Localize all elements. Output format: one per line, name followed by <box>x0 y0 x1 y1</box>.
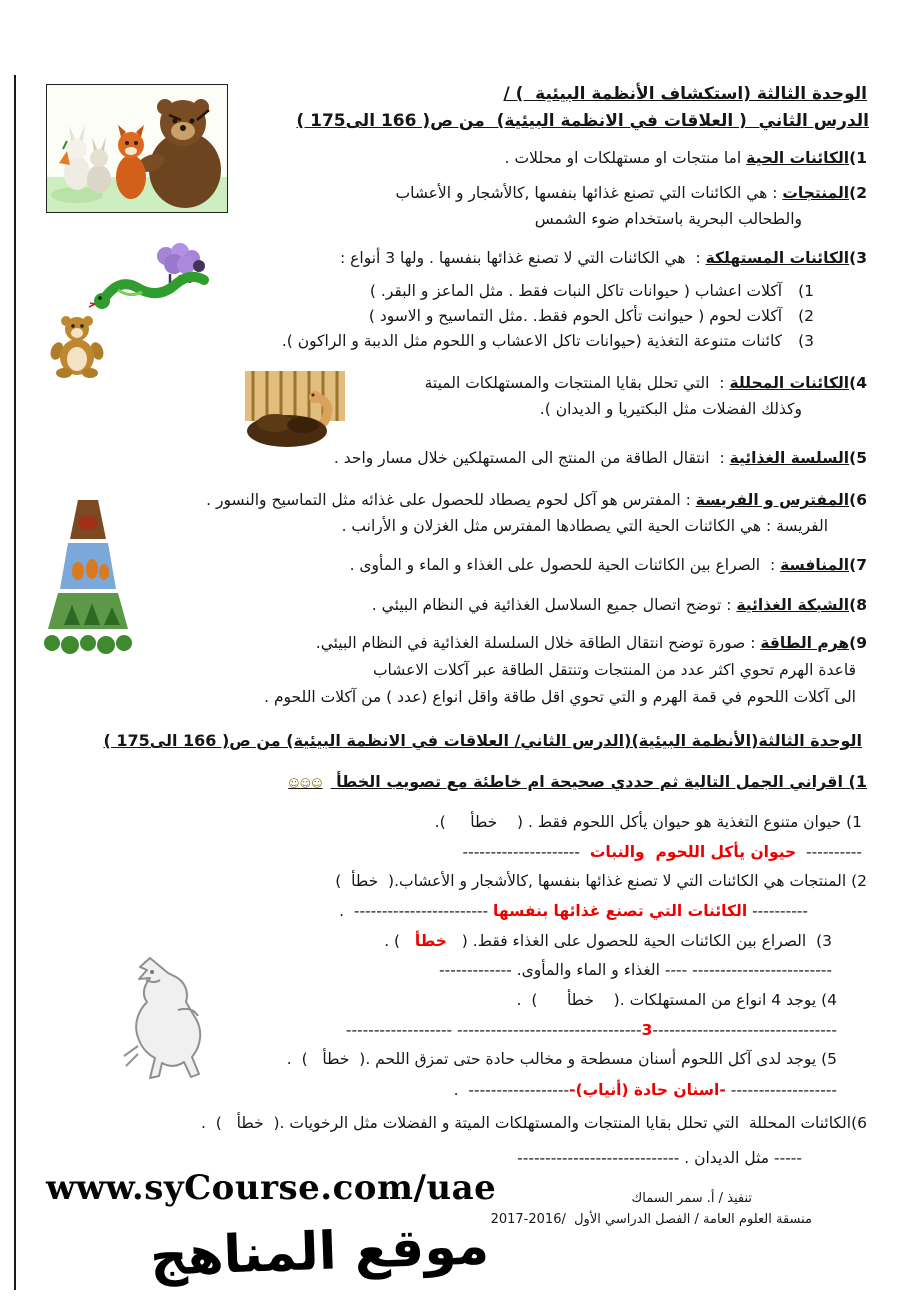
definition-8-text: : توضح اتصال جميع السلاسل الغذائية في النظام البيئي . <box>371 596 737 614</box>
q3-wrong-label: خطأ <box>414 932 447 950</box>
site-name: موقع المناهج <box>149 1216 490 1288</box>
question-4-text: يوجد 4 انواع من المستهلكات .( خطأ ) . <box>516 991 817 1009</box>
q2-dashes-right: ---------- <box>747 902 808 920</box>
definition-4-number: 4) <box>849 374 867 392</box>
definition-8 <box>372 596 867 615</box>
definition-9-line2: قاعدة الهرم تحوي اكثر عدد من المنتجات وتنتقل الطاقة عبر آكلات الاعشاب <box>372 661 856 679</box>
definition-1-text: اما منتجات او مستهلكات او محللات . <box>504 149 747 167</box>
wolf-sketch-icon <box>100 950 218 1095</box>
question-1-text: حيوان متنوع التغذية هو حيوان يأكل اللحوم فقط . ( خطأ ). <box>434 813 842 831</box>
question-5 <box>287 1050 837 1069</box>
question-6 <box>201 1114 867 1133</box>
question-2-number: 2) <box>846 872 867 890</box>
q4-dashes-right: --------------------------------- <box>652 1021 837 1039</box>
subitem-1-text: آكلات اعشاب ( حيوانات تاكل النبات فقط . مثل الماعز و البقر. ) <box>369 282 783 300</box>
definition-3 <box>340 249 867 268</box>
wolf-sketch-illustration <box>100 950 218 1095</box>
definition-8-number: 8) <box>849 596 867 614</box>
definition-9-line3: الى آكلات اللحوم في قمة الهرم و التي تحوي اقل طاقة واقل انواع (عدد ) من آكلات اللحوم . <box>264 688 856 706</box>
question-6-number: 6) <box>851 1114 867 1132</box>
definition-7-number: 7) <box>849 556 867 574</box>
definition-2-line2: والطحالب البحرية باستخدام ضوء الشمس <box>534 210 802 228</box>
definition-5 <box>334 449 867 468</box>
definition-9-number: 9) <box>849 634 867 652</box>
q3-answer: الغذاء و الماء والمأوى. <box>516 961 660 979</box>
subitem-2-text: آكلات لحوم ( حيوانت تأكل الحوم فقط. .مثل التماسيح و الاسود ) <box>368 307 783 325</box>
question-3 <box>384 932 832 951</box>
q4-answer: 3 <box>641 1021 653 1039</box>
exercise-header <box>288 772 867 792</box>
question-4-correction <box>346 1021 837 1040</box>
section2-title: الوحدة الثالثة(الأنظمة البيئية)(الدرس الثاني/ العلاقات في الانظمة البيئية) من ص( 166 الى175 ) <box>103 731 862 750</box>
question-3-text: الصراع بين الكائنات الحية للحصول على الغذاء فقط. ( <box>446 932 807 950</box>
question-2-correction <box>339 902 808 921</box>
subitem-3-text: كائنات متنوعة التغذية (حيوانات تاكل الاعشاب و اللحوم مثل الدببة و الراكون ). <box>281 332 783 350</box>
definition-2-number: 2) <box>849 184 867 202</box>
question-1-correction <box>463 843 862 862</box>
definition-6-term: المفترس و الفريسة <box>695 491 850 509</box>
page-edge-line <box>14 75 16 1290</box>
energy-pyramid-illustration <box>36 497 140 654</box>
watermark: www.syCourse.com/uae <box>46 1168 497 1208</box>
teddy-bear-illustration <box>44 313 110 379</box>
q5-answer: -اسنان حادة (أنياب)- <box>569 1081 726 1099</box>
bear-fox-rabbits-illustration <box>46 84 228 213</box>
q1-dashes-right: ---------- <box>796 843 862 861</box>
definition-3-number: 3) <box>849 249 867 267</box>
question-6-text: الكائنات المحللة التي تحلل بقايا المنتجات والمستهلكات الميتة و الفضلات مثل الرخويات .( خطأ ) . <box>201 1114 852 1132</box>
question-5-correction <box>454 1081 837 1100</box>
question-4-number: 4) <box>816 991 837 1009</box>
definition-6-text: : المفترس هو آكل لحوم يصطاد للحصول على غذائه مثل التماسيح والنسور . <box>206 491 696 509</box>
footer-credit: تنفيذ / أ. سمر السماك <box>631 1191 752 1206</box>
definition-6-line2: الفريسة : هي الكائنات الحية التي يصطادها المفترس مثل الغزلان و الأرانب . <box>341 517 828 535</box>
definition-2 <box>396 184 868 203</box>
question-3-correction <box>439 961 832 980</box>
definition-9 <box>316 634 867 653</box>
question-1 <box>435 813 862 832</box>
definition-7 <box>350 556 867 575</box>
definition-3-term: الكائنات المستهلكة <box>705 249 850 267</box>
teddy-bear-icon <box>44 313 110 379</box>
definition-9-text: : صورة توضح انتقال الطاقة خلال السلسلة الغذائية في النظام البيئي. <box>315 634 761 652</box>
question-3-text-end: ) . <box>384 932 415 950</box>
definition-9-term: هرم الطاقة <box>760 634 850 652</box>
definition-4-text: : التي تحلل بقايا المنتجات والمستهلكات الميتة <box>424 374 730 392</box>
definition-1-number: 1) <box>849 149 867 167</box>
definition-2-term: المنتجات <box>782 184 850 202</box>
question-6-correction: ----- مثل الديدان . ----------------------------- <box>517 1149 802 1167</box>
definition-1 <box>505 149 867 168</box>
smiley-icons: ☺☺☺ <box>288 777 323 790</box>
compost-worm-icon <box>245 371 345 448</box>
question-2 <box>335 872 867 891</box>
q5-dashes-right: ------------------- <box>725 1081 837 1099</box>
q1-answer: حيوان يأكل اللحوم والنبات <box>589 843 797 861</box>
definition-1-term: الكائنات الحية <box>746 149 850 167</box>
snake-sheep-illustration <box>88 238 216 322</box>
subitem-1-number: 1) <box>798 282 814 300</box>
compost-worm-illustration <box>245 371 345 448</box>
q2-dashes-left: ------------------------ . <box>339 902 494 920</box>
definition-6 <box>206 491 867 510</box>
question-5-number: 5) <box>816 1050 837 1068</box>
question-3-number: 3) <box>806 932 832 950</box>
q3-dashes-left: ------------- <box>439 961 517 979</box>
definition-6-number: 6) <box>849 491 867 509</box>
question-1-number: 1) <box>841 813 862 831</box>
footer-coordinator: منسقة العلوم العامة / الفصل الدراسي الأول /2016-2017 <box>490 1212 812 1227</box>
subitem-2-number: 2) <box>798 307 814 325</box>
energy-pyramid-icon <box>36 497 140 654</box>
definition-3-text: : هي الكائنات التي لا تصنع غذائها بنفسها . ولها 3 أنواع : <box>339 249 706 267</box>
definition-5-number: 5) <box>849 449 867 467</box>
q1-dashes-left: --------------------- <box>462 843 590 861</box>
exercise-header-text: 1) اقراني الجمل التالية ثم حددي صحيحة ام خاطئة مع تصويب الخطأ <box>330 772 867 791</box>
definition-3-subitem-3 <box>282 332 814 351</box>
definition-4 <box>425 374 867 393</box>
definition-7-term: المنافسة <box>780 556 850 574</box>
q5-dashes-left: ------------------ . <box>453 1081 570 1099</box>
definition-4-term: الكائنات المحللة <box>729 374 850 392</box>
q4-dashes-left: --------------------------------- ------------------- <box>345 1021 642 1039</box>
definition-2-text: : هي الكائنات التي تصنع غذائها بنفسها ,كالأشجار و الأعشاب <box>395 184 783 202</box>
question-2-text: المنتجات هي الكائنات التي لا تصنع غذائها بنفسها ,كالأشجار و الأعشاب.( خطأ ) <box>335 872 847 890</box>
snake-sheep-icon <box>88 238 216 322</box>
definition-8-term: الشبكة الغذائية <box>736 596 850 614</box>
unit-title-line2: الدرس الثاني ( العلاقات في الانظمة البيئية) من ص( 166 الى175 ) <box>296 111 869 131</box>
q3-dashes-right: ------------------------- ---- <box>659 961 832 979</box>
unit-title-line1: الوحدة الثالثة (استكشاف الأنظمة البيئية ) / <box>503 84 867 104</box>
q2-answer: الكائنات التي تصنع غذائها بنفسها <box>493 902 748 920</box>
definition-5-term: السلسة الغذائية <box>729 449 850 467</box>
definition-5-text: : انتقال الطاقة من المنتج الى المستهلكين خلال مسار واحد . <box>333 449 730 467</box>
definition-3-subitem-1 <box>370 282 814 301</box>
question-5-text: يوجد لدى آكل اللحوم أسنان مسطحة و مخالب حادة حتى تمزق اللحم .( خطأ ) . <box>286 1050 817 1068</box>
definition-4-line2: وكذلك الفضلات مثل البكتيريا و الديدان ). <box>539 400 802 418</box>
definition-7-text: : الصراع بين الكائنات الحية للحصول على الغذاء و الماء و المأوى . <box>349 556 781 574</box>
definition-3-subitem-2 <box>369 307 814 326</box>
question-4 <box>517 991 837 1010</box>
subitem-3-number: 3) <box>798 332 814 350</box>
bear-fox-rabbits-icon <box>47 85 227 212</box>
